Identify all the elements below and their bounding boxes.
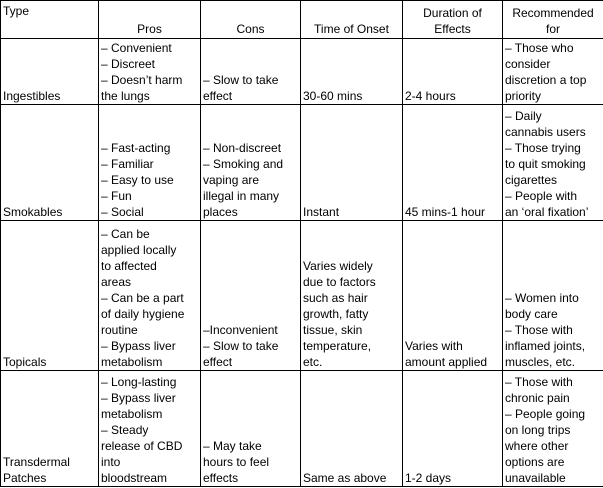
header-recommended-for: Recommended for	[503, 1, 603, 39]
cell-recommended: – Daily cannabis users – Those trying to quit smoking cigarettes – People with an ‘oral fixation’	[503, 105, 603, 221]
cell-recommended: – Women into body care – Those with inflamed joints, muscles, etc.	[503, 221, 603, 371]
cell-duration: Varies with amount applied	[403, 221, 503, 371]
cell-recommended: – Those with chronic pain – People going on long trips where other options are unavailable	[503, 371, 603, 487]
cell-pros: – Fast-acting – Familiar – Easy to use – Fun – Social	[99, 105, 201, 221]
cell-cons: –Inconvenient – Slow to take effect	[201, 221, 301, 371]
cell-onset: Instant	[301, 105, 403, 221]
cell-cons: – May take hours to feel effects	[201, 371, 301, 487]
cell-pros: – Convenient – Discreet – Doesn’t harm the lungs	[99, 39, 201, 105]
cell-cons: – Non-discreet – Smoking and vaping are illegal in many places	[201, 105, 301, 221]
table-row-transdermal-patches	[1, 371, 603, 487]
cell-cons: – Slow to take effect	[201, 39, 301, 105]
cell-duration: 45 mins-1 hour	[403, 105, 503, 221]
header-type: Type	[1, 1, 99, 39]
cell-recommended: – Those who consider discretion a top priority	[503, 39, 603, 105]
header-pros: Pros	[99, 1, 201, 39]
header-cons: Cons	[201, 1, 301, 39]
cell-pros: – Long-lasting – Bypass liver metabolism – Steady release of CBD into bloodstream	[99, 371, 201, 487]
header-duration-of-effects: Duration of Effects	[403, 1, 503, 39]
cell-onset: Same as above	[301, 371, 403, 487]
cell-pros: – Can be applied locally to affected areas – Can be a part of daily hygiene routine – Bypass liver metabolism	[99, 221, 201, 371]
table-row-smokables	[1, 105, 603, 221]
table-row-topicals	[1, 221, 603, 371]
header-time-of-onset: Time of Onset	[301, 1, 403, 39]
cell-type: Smokables	[1, 105, 99, 221]
cell-onset: Varies widely due to factors such as hair growth, fatty tissue, skin temperature, etc.	[301, 221, 403, 371]
cell-type: Topicals	[1, 221, 99, 371]
cell-onset: 30-60 mins	[301, 39, 403, 105]
cell-type: Transdermal Patches	[1, 371, 99, 487]
header-row	[1, 1, 603, 39]
table-row-ingestibles	[1, 39, 603, 105]
cell-type: Ingestibles	[1, 39, 99, 105]
cell-duration: 1-2 days	[403, 371, 503, 487]
cell-duration: 2-4 hours	[403, 39, 503, 105]
